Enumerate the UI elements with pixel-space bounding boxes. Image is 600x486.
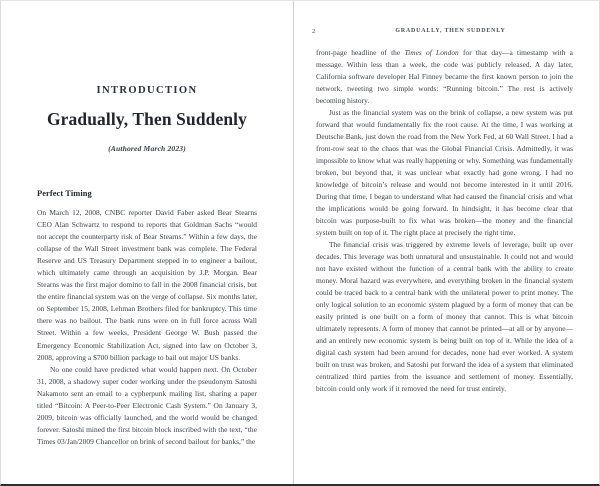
page-number: 2 bbox=[312, 28, 316, 35]
text-run: front-page headline of the bbox=[316, 48, 405, 57]
left-text-block bbox=[1, 189, 293, 448]
italic-title: Times of London bbox=[404, 48, 459, 57]
running-head bbox=[294, 27, 599, 39]
right-text-block bbox=[294, 1, 599, 395]
text-run: Just as the financial system was on the brink of collapse, a new system was put forward that would fundamentally fix the root cause. At the time, I was working at Deutsche Bank, just down the road from the New York Fed, at 60 Wall Street. I had a front-row seat to the chaos that was the Global Financial Crisis. Admittedly, it was impossible to know what was really happening or why. Something was fundamentally broken, but beyond that, it was unclear what exactly had gone wrong. I had no knowledge of bitcoin’s release and would not become interested in it until 2016. During that time, I began to understand what had caused the financial crisis and what the implications would be going forward. In hindsight, it has become clear that bitcoin was purpose-built to fix what was broken—the money and the financial system built on top of it. The right place at precisely the right time. bbox=[316, 108, 573, 237]
page-right bbox=[294, 1, 599, 484]
running-head-title: GRADUALLY, THEN SUDDENLY bbox=[395, 28, 506, 34]
paragraph bbox=[316, 107, 573, 239]
text-run: The financial crisis was triggered by extreme levels of leverage, built up over decades. This leverage was both unnatural and unsustainable. It could not and would not have existed without the function of a central bank with the ability to create money. Moral hazard was everywhere, and everything broken in the financial system could be traced back to a central bank with the unilateral power to print money. The only logical solution to an economic system plagued by a form of money that can be easily printed is one built on a form of money that cannot. This is what bitcoin ultimately represents. A form of money that cannot be printed—at all or by anyone—and an entirely new economic system is being built on top of it. While the idea of a digital cash system had been around for decades, none had ever worked. A system built on trust was broken, and Satoshi put forward the idea of a system that eliminated centralized third parties from the issuance and settlement of money. Essentially, bitcoin could only work if it removed the need for trust entirely. bbox=[316, 240, 573, 393]
chapter-opener bbox=[1, 1, 293, 153]
chapter-title: Gradually, Then Suddenly bbox=[47, 109, 247, 129]
section-subhead: Perfect Timing bbox=[37, 189, 92, 198]
paragraph bbox=[316, 47, 573, 107]
paragraph: On March 12, 2008, CNBC reporter David Faber asked Bear Stearns CEO Alan Schwartz to respond to reports that Goldman Sachs “would not accept the counterparty risk of Bear Stearns.” Within a few days, the collapse of the Wall Street investment bank was complete. The Federal Reserve and US Treasury Department stepped in to engineer a bailout, which ultimately came through an acquisition by J.P. Morgan. Bear Stearns was the first major domino to fall in the 2008 financial crisis, but the entire financial system was on the verge of collapse. Six months later, on September 15, 2008, Lehman Brothers filed for bankruptcy. This time there was no bailout. The bank runs were on in full force across Wall Street. Within a few weeks, President George W. Bush passed the Emergency Economic Stabilization Act, signed into law on October 3, 2008, approving a $700 billion package to bail out major US banks. bbox=[37, 208, 257, 362]
paragraph: No one could have predicted what would happen next. On October 31, 2008, a shadowy super coder working under the pseudonym Satoshi Nakamoto sent an email to a cypherpunk mailing list, sharing a paper titled “Bitcoin: A Peer-to-Peer Electronic Cash System.” On January 3, 2009, bitcoin was officially launched, and the world would be changed forever. Satoshi mined the first bitcoin block inscribed with the text, “the Times 03/Jan/2009 Chancellor on brink of second bailout for banks,” the bbox=[37, 364, 257, 446]
page-left bbox=[1, 1, 294, 484]
paragraph bbox=[316, 239, 573, 395]
text-run: for that day—a timestamp with a message. Within less than a week, the code was publicly released. A day later, California software developer Hal Finney became the first known person to join the network, tweeting two simple words: “Running bitcoin.” The rest is actively becoming history. bbox=[316, 48, 573, 105]
chapter-eyebrow: INTRODUCTION bbox=[96, 85, 198, 96]
authored-note: (Authored March 2023) bbox=[108, 144, 186, 153]
